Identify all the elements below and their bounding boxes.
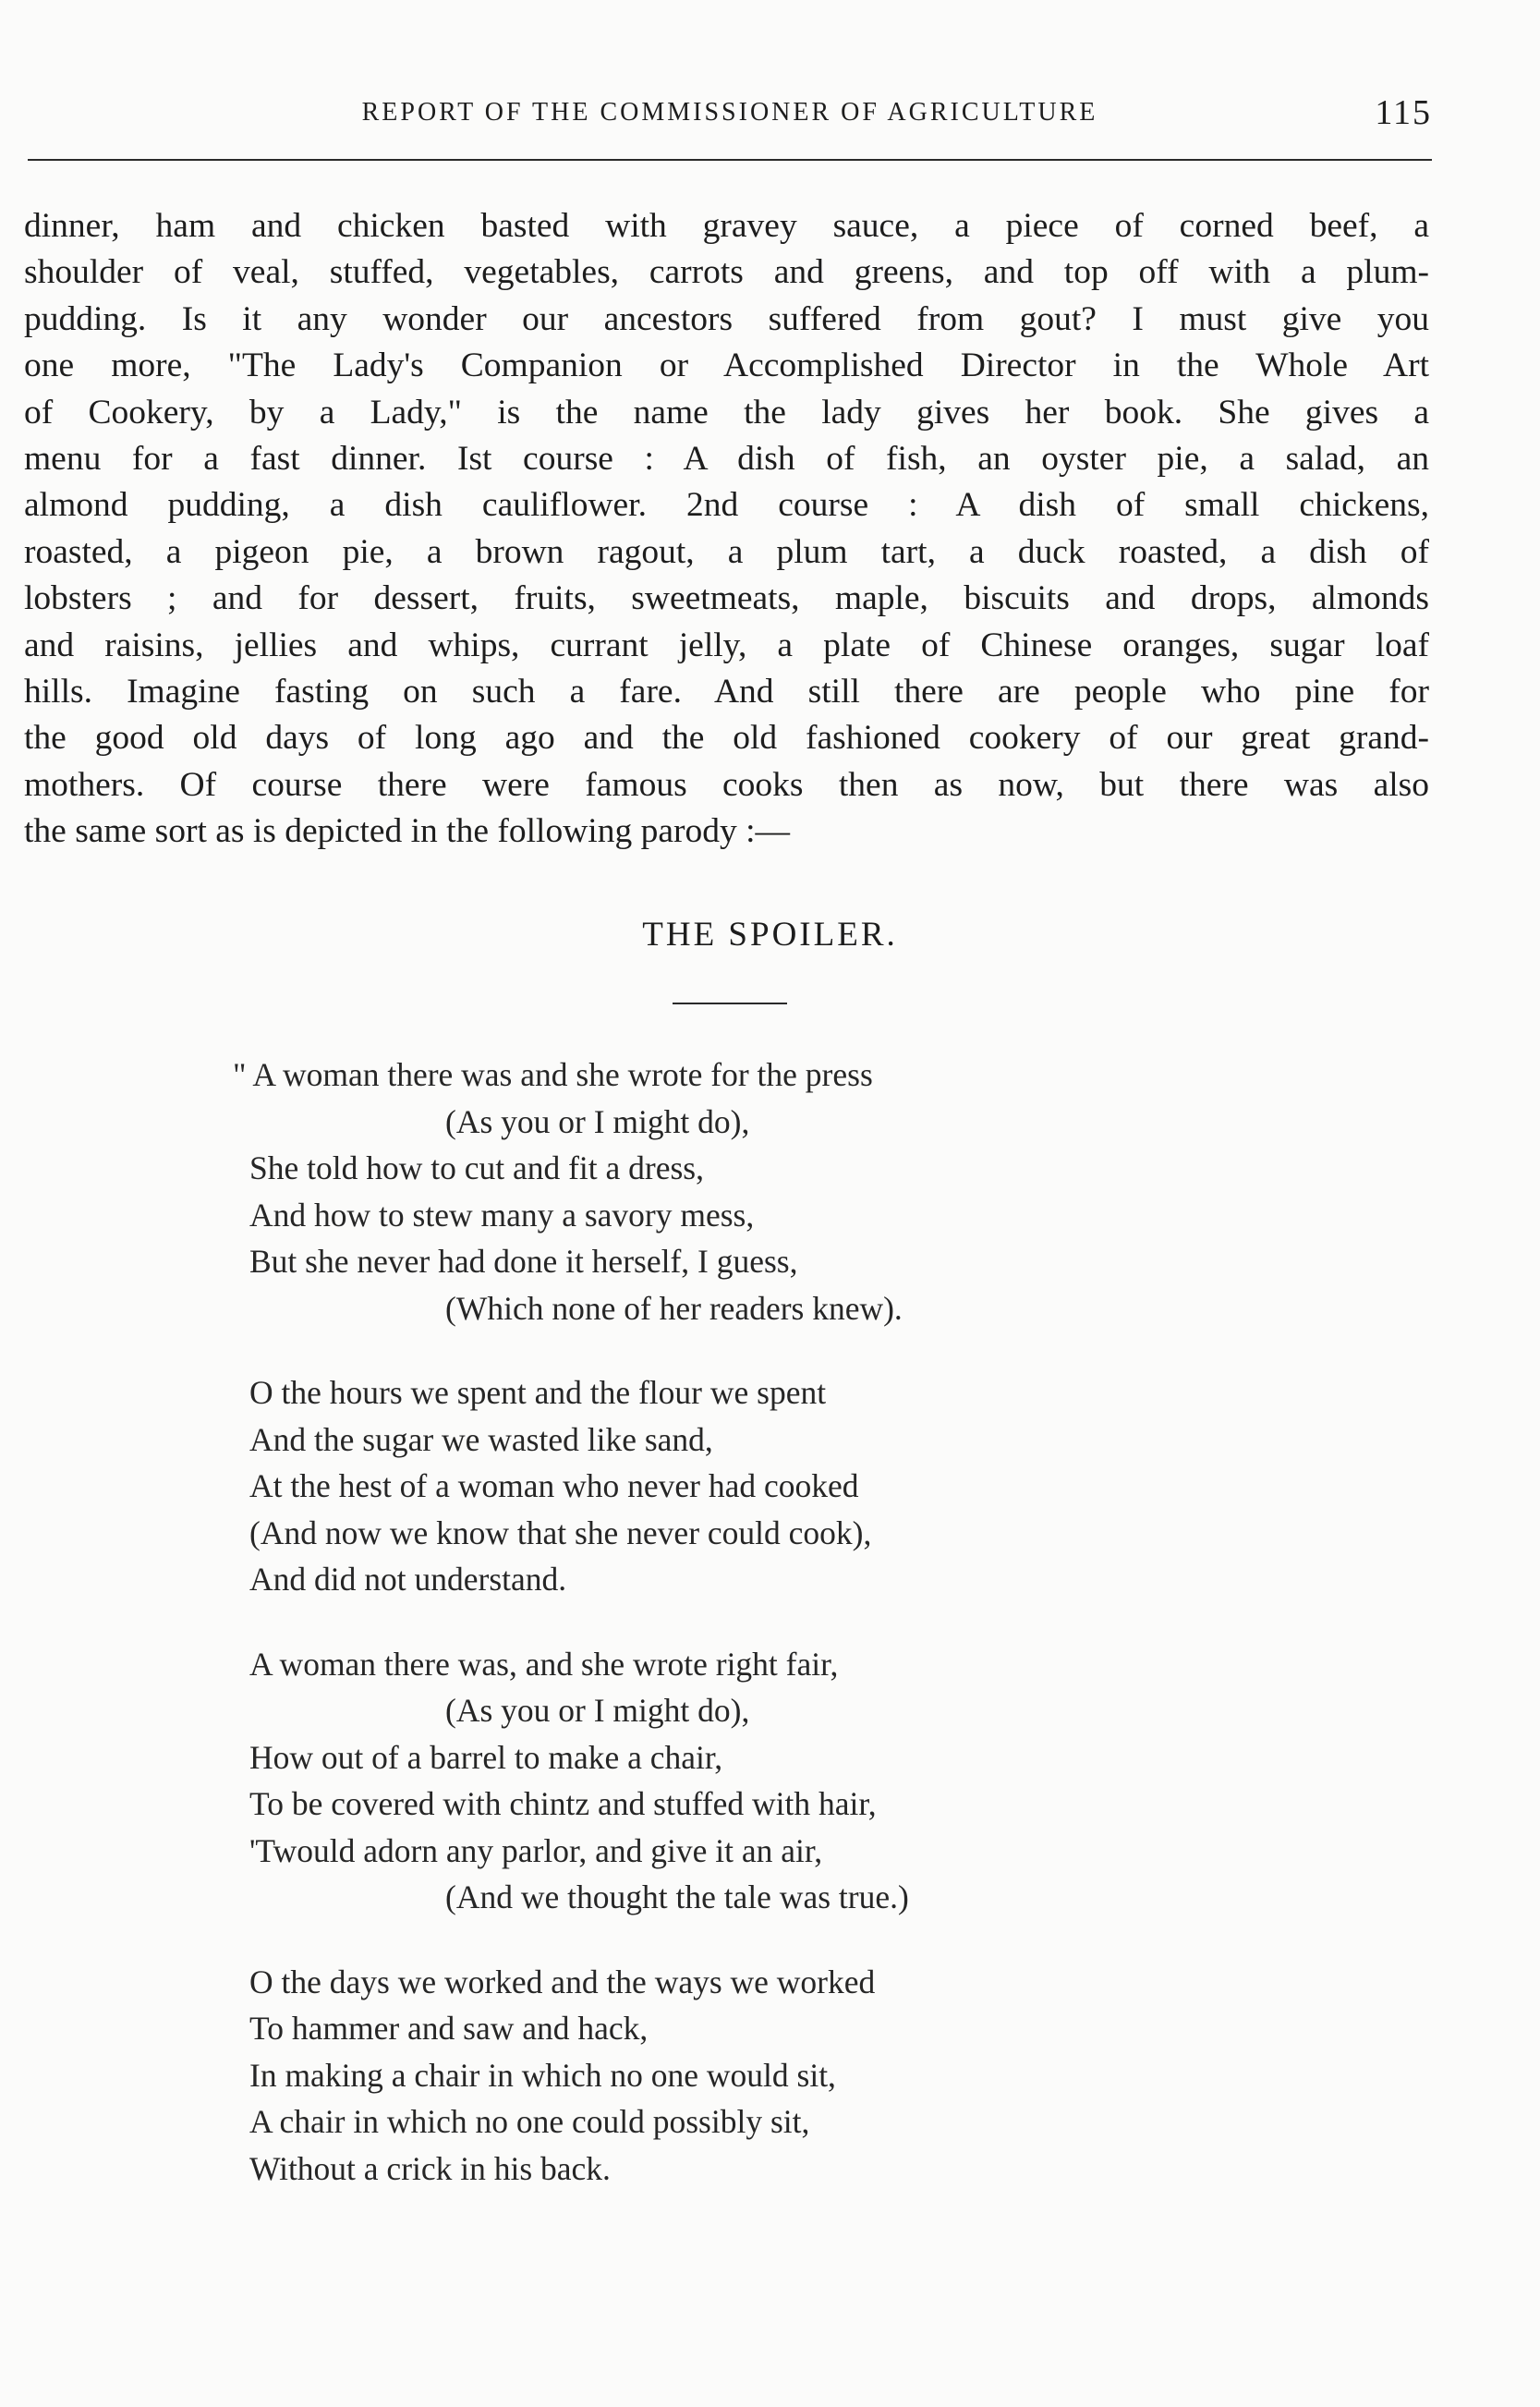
- poem-line: A woman there was, and she wrote right fair,: [249, 1645, 839, 1683]
- page-number: 115: [1375, 93, 1432, 132]
- poem-line: And how to stew many a savory mess,: [249, 1196, 755, 1234]
- poem-line: 'Twould adorn any parlor, and give it an air,: [249, 1831, 823, 1869]
- poem-line: And did not understand.: [249, 1561, 567, 1598]
- poem-line: (Which none of her readers knew).: [445, 1289, 903, 1327]
- poem-line: (And now we know that she never could cook),: [249, 1513, 872, 1551]
- prose-line: almond pudding, a dish cauliflower. 2nd course : A dish of small chickens,: [24, 486, 1429, 525]
- poem: [233, 1052, 1173, 2230]
- prose-line: and raisins, jellies and whips, currant jelly, a plate of Chinese oranges, sugar loaf: [24, 626, 1429, 664]
- header-rule: [28, 159, 1432, 161]
- prose-line: lobsters ; and for dessert, fruits, sweetmeats, maple, biscuits and drops, almonds: [24, 579, 1429, 618]
- prose-line: hills. Imagine fasting on such a fare. And still there are people who pine for: [24, 673, 1429, 711]
- poem-line: She told how to cut and fit a dress,: [249, 1149, 704, 1186]
- poem-line: At the hest of a woman who never had cooked: [249, 1467, 859, 1504]
- poem-line: To hammer and saw and hack,: [249, 2010, 649, 2047]
- poem-stanza: [249, 1959, 1173, 2193]
- prose-line: of Cookery, by a Lady," is the name the lady gives her book. She gives a: [24, 393, 1429, 432]
- poem-title: THE SPOILER.: [642, 916, 898, 954]
- poem-line: (And we thought the tale was true.): [445, 1878, 909, 1915]
- prose-line: the same sort as is depicted in the following parody :—: [24, 812, 790, 851]
- poem-stanza: [249, 1641, 1173, 1921]
- poem-line: O the hours we spent and the flour we spent: [249, 1374, 827, 1411]
- poem-line: But she never had done it herself, I guess,: [249, 1243, 798, 1280]
- prose-line: one more, "The Lady's Companion or Accomplished Director in the Whole Art: [24, 346, 1429, 385]
- poem-line: A chair in which no one could possibly sit,: [249, 2103, 810, 2140]
- poem-line: How out of a barrel to make a chair,: [249, 1738, 723, 1776]
- poem-line: O the days we worked and the ways we worked: [249, 1963, 876, 2000]
- poem-stanza: [249, 1369, 1173, 1603]
- prose-line: pudding. Is it any wonder our ancestors suffered from gout? I must give you: [24, 299, 1429, 338]
- poem-line: In making a chair in which no one would sit,: [249, 2056, 836, 2094]
- poem-stanza: [233, 1052, 1173, 1331]
- prose-line: dinner, ham and chicken basted with gravey sauce, a piece of corned beef, a: [24, 207, 1429, 245]
- running-head: [28, 92, 1432, 148]
- title-rule: [673, 1003, 787, 1004]
- prose-line: shoulder of veal, stuffed, vegetables, carrots and greens, and top off with a plum-: [24, 253, 1429, 292]
- poem-line: Without a crick in his back.: [249, 2149, 611, 2187]
- prose-line: the good old days of long ago and the old fashioned cookery of our great grand-: [24, 719, 1429, 758]
- running-title: REPORT OF THE COMMISSIONER OF AGRICULTURE: [361, 98, 1098, 127]
- prose-paragraph: [24, 203, 1429, 856]
- prose-line: menu for a fast dinner. Ist course : A dish of fish, an oyster pie, a salad, an: [24, 440, 1429, 479]
- prose-line: roasted, a pigeon pie, a brown ragout, a plum tart, a duck roasted, a dish of: [24, 532, 1429, 571]
- poem-line: (As you or I might do),: [445, 1102, 750, 1140]
- poem-line: " A woman there was and she wrote for the press: [233, 1056, 873, 1093]
- poem-line: And the sugar we wasted like sand,: [249, 1420, 713, 1458]
- prose-line: mothers. Of course there were famous cooks then as now, but there was also: [24, 765, 1429, 804]
- poem-line: To be covered with chintz and stuffed with hair,: [249, 1785, 877, 1822]
- poem-line: (As you or I might do),: [445, 1692, 750, 1729]
